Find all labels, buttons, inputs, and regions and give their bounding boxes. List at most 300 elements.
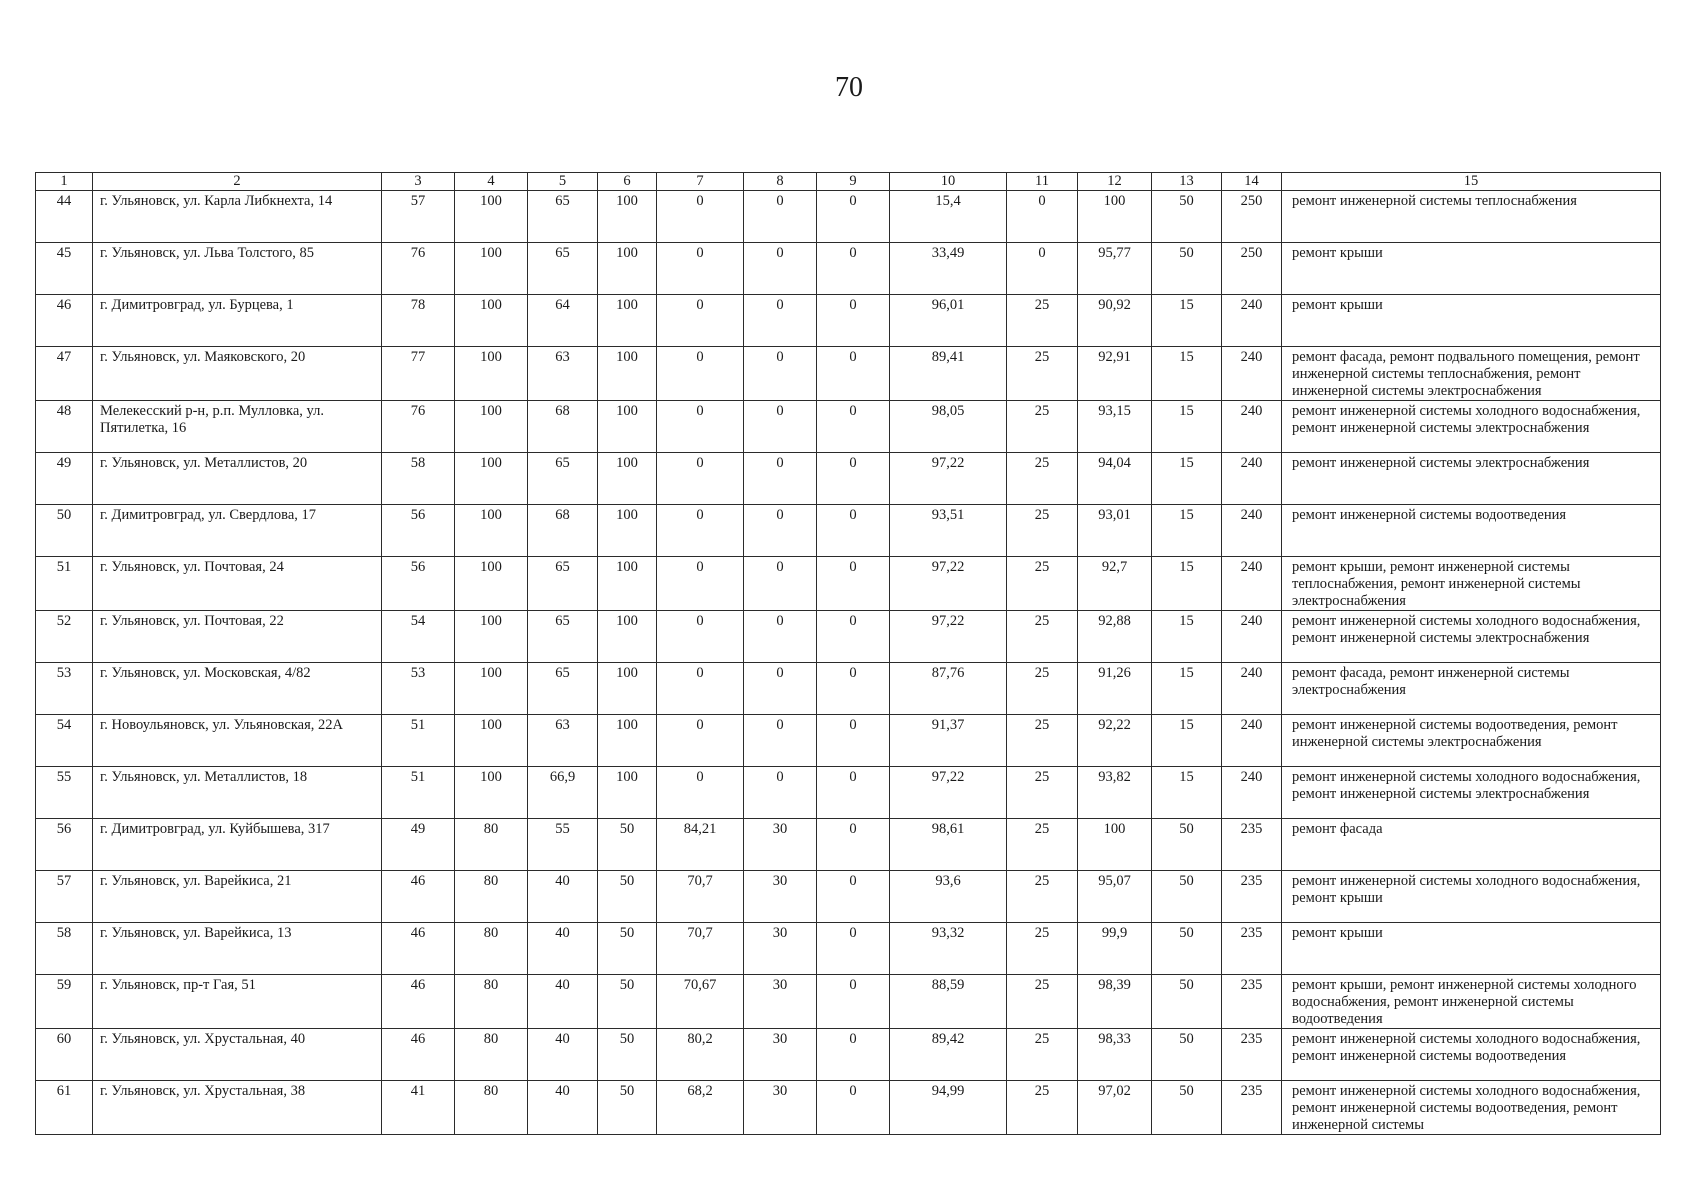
cell-col-10: 97,22 [890, 557, 1007, 611]
cell-col-9: 0 [817, 1081, 890, 1135]
cell-col-13: 15 [1152, 295, 1222, 347]
cell-col-9: 0 [817, 243, 890, 295]
cell-col-5: 40 [528, 923, 598, 975]
cell-col-7: 70,7 [657, 871, 744, 923]
col-header-5: 5 [528, 173, 598, 191]
cell-col-13: 15 [1152, 347, 1222, 401]
cell-address: г. Ульяновск, пр-т Гая, 51 [93, 975, 382, 1029]
col-header-3: 3 [382, 173, 455, 191]
cell-col-7: 0 [657, 243, 744, 295]
cell-col-3: 46 [382, 923, 455, 975]
page-number: 70 [835, 72, 863, 103]
col-header-14: 14 [1222, 173, 1282, 191]
cell-col-3: 41 [382, 1081, 455, 1135]
col-header-2: 2 [93, 173, 382, 191]
table-row [36, 347, 1661, 401]
col-header-10: 10 [890, 173, 1007, 191]
cell-col-6: 100 [598, 611, 657, 663]
cell-col-12: 92,7 [1078, 557, 1152, 611]
cell-col-10: 97,22 [890, 453, 1007, 505]
cell-col-7: 80,2 [657, 1029, 744, 1081]
col-header-7: 7 [657, 173, 744, 191]
cell-col-5: 68 [528, 505, 598, 557]
col-header-8: 8 [744, 173, 817, 191]
cell-col-4: 80 [455, 819, 528, 871]
table-row [36, 819, 1661, 871]
cell-col-11: 25 [1007, 401, 1078, 453]
cell-col-6: 50 [598, 1029, 657, 1081]
cell-works-description: ремонт инженерной системы холодного водоснабжения, ремонт инженерной системы водоотведения [1282, 1029, 1661, 1081]
cell-col-13: 50 [1152, 191, 1222, 243]
cell-col-14: 240 [1222, 663, 1282, 715]
table-row [36, 923, 1661, 975]
cell-col-6: 50 [598, 975, 657, 1029]
cell-col-3: 57 [382, 191, 455, 243]
table-row [36, 715, 1661, 767]
cell-col-12: 91,26 [1078, 663, 1152, 715]
cell-works-description: ремонт крыши [1282, 295, 1661, 347]
cell-col-6: 100 [598, 663, 657, 715]
cell-col-14: 235 [1222, 1081, 1282, 1135]
cell-col-14: 240 [1222, 557, 1282, 611]
cell-col-7: 0 [657, 557, 744, 611]
cell-col-6: 100 [598, 453, 657, 505]
cell-col-12: 92,88 [1078, 611, 1152, 663]
table-row [36, 505, 1661, 557]
cell-col-11: 25 [1007, 347, 1078, 401]
cell-col-11: 25 [1007, 819, 1078, 871]
cell-col-9: 0 [817, 453, 890, 505]
cell-col-5: 40 [528, 1029, 598, 1081]
col-header-11: 11 [1007, 173, 1078, 191]
cell-col-12: 100 [1078, 819, 1152, 871]
cell-col-14: 235 [1222, 871, 1282, 923]
cell-col-3: 56 [382, 557, 455, 611]
cell-col-8: 0 [744, 243, 817, 295]
col-header-15: 15 [1282, 173, 1661, 191]
table-row [36, 975, 1661, 1029]
col-header-6: 6 [598, 173, 657, 191]
cell-col-8: 0 [744, 191, 817, 243]
cell-col-5: 65 [528, 611, 598, 663]
cell-col-8: 0 [744, 347, 817, 401]
cell-col-3: 77 [382, 347, 455, 401]
cell-col-14: 250 [1222, 191, 1282, 243]
cell-col-7: 0 [657, 295, 744, 347]
cell-col-12: 93,82 [1078, 767, 1152, 819]
cell-col-7: 0 [657, 611, 744, 663]
cell-col-8: 30 [744, 1029, 817, 1081]
cell-works-description: ремонт крыши, ремонт инженерной системы теплоснабжения, ремонт инженерной системы электроснабжения [1282, 557, 1661, 611]
cell-col-3: 56 [382, 505, 455, 557]
cell-address: г. Ульяновск, ул. Московская, 4/82 [93, 663, 382, 715]
cell-col-13: 50 [1152, 975, 1222, 1029]
cell-col-5: 40 [528, 871, 598, 923]
cell-address: г. Ульяновск, ул. Карла Либкнехта, 14 [93, 191, 382, 243]
cell-col-7: 0 [657, 401, 744, 453]
cell-address: г. Новоульяновск, ул. Ульяновская, 22А [93, 715, 382, 767]
cell-address: Мелекесский р-н, р.п. Мулловка, ул. Пятилетка, 16 [93, 401, 382, 453]
cell-address: г. Димитровград, ул. Свердлова, 17 [93, 505, 382, 557]
cell-col-11: 25 [1007, 715, 1078, 767]
cell-address: г. Ульяновск, ул. Варейкиса, 13 [93, 923, 382, 975]
cell-col-7: 84,21 [657, 819, 744, 871]
cell-col-9: 0 [817, 557, 890, 611]
cell-col-4: 100 [455, 401, 528, 453]
cell-row-number: 58 [36, 923, 93, 975]
cell-col-8: 30 [744, 975, 817, 1029]
col-header-1: 1 [36, 173, 93, 191]
cell-col-8: 0 [744, 611, 817, 663]
cell-col-4: 100 [455, 663, 528, 715]
cell-col-3: 58 [382, 453, 455, 505]
table-row [36, 871, 1661, 923]
cell-address: г. Ульяновск, ул. Металлистов, 20 [93, 453, 382, 505]
cell-col-12: 95,07 [1078, 871, 1152, 923]
cell-col-5: 65 [528, 191, 598, 243]
cell-works-description: ремонт инженерной системы теплоснабжения [1282, 191, 1661, 243]
cell-col-4: 80 [455, 1081, 528, 1135]
cell-col-8: 0 [744, 663, 817, 715]
cell-col-9: 0 [817, 347, 890, 401]
cell-col-11: 25 [1007, 663, 1078, 715]
cell-col-8: 0 [744, 505, 817, 557]
cell-col-11: 0 [1007, 243, 1078, 295]
cell-address: г. Ульяновск, ул. Льва Толстого, 85 [93, 243, 382, 295]
cell-col-12: 92,91 [1078, 347, 1152, 401]
cell-col-13: 15 [1152, 611, 1222, 663]
cell-col-13: 50 [1152, 1081, 1222, 1135]
cell-works-description: ремонт инженерной системы холодного водоснабжения, ремонт инженерной системы электроснабжения [1282, 611, 1661, 663]
cell-col-6: 50 [598, 819, 657, 871]
cell-col-12: 98,33 [1078, 1029, 1152, 1081]
cell-col-4: 100 [455, 243, 528, 295]
table-row [36, 243, 1661, 295]
cell-col-10: 33,49 [890, 243, 1007, 295]
cell-col-11: 25 [1007, 557, 1078, 611]
cell-col-9: 0 [817, 975, 890, 1029]
cell-works-description: ремонт фасада, ремонт инженерной системы электроснабжения [1282, 663, 1661, 715]
cell-row-number: 55 [36, 767, 93, 819]
cell-col-14: 250 [1222, 243, 1282, 295]
table-row [36, 557, 1661, 611]
cell-col-8: 0 [744, 715, 817, 767]
col-header-4: 4 [455, 173, 528, 191]
cell-row-number: 50 [36, 505, 93, 557]
cell-col-4: 100 [455, 715, 528, 767]
cell-col-13: 15 [1152, 663, 1222, 715]
table-body [36, 191, 1661, 1135]
cell-works-description: ремонт инженерной системы холодного водоснабжения, ремонт инженерной системы водоотведения, ремонт инженерной системы [1282, 1081, 1661, 1135]
cell-col-4: 80 [455, 923, 528, 975]
cell-row-number: 60 [36, 1029, 93, 1081]
cell-col-8: 0 [744, 295, 817, 347]
cell-col-12: 94,04 [1078, 453, 1152, 505]
cell-col-5: 63 [528, 347, 598, 401]
cell-works-description: ремонт инженерной системы электроснабжения [1282, 453, 1661, 505]
cell-col-7: 0 [657, 453, 744, 505]
table-row [36, 453, 1661, 505]
cell-col-10: 97,22 [890, 767, 1007, 819]
cell-col-10: 88,59 [890, 975, 1007, 1029]
cell-col-12: 90,92 [1078, 295, 1152, 347]
cell-row-number: 61 [36, 1081, 93, 1135]
cell-col-9: 0 [817, 819, 890, 871]
cell-col-7: 0 [657, 191, 744, 243]
cell-col-10: 97,22 [890, 611, 1007, 663]
cell-col-13: 50 [1152, 1029, 1222, 1081]
cell-row-number: 45 [36, 243, 93, 295]
cell-col-13: 50 [1152, 923, 1222, 975]
cell-works-description: ремонт инженерной системы водоотведения [1282, 505, 1661, 557]
cell-col-12: 100 [1078, 191, 1152, 243]
table-row [36, 767, 1661, 819]
cell-address: г. Ульяновск, ул. Почтовая, 24 [93, 557, 382, 611]
cell-col-7: 68,2 [657, 1081, 744, 1135]
cell-col-5: 63 [528, 715, 598, 767]
cell-col-3: 53 [382, 663, 455, 715]
cell-col-6: 100 [598, 715, 657, 767]
cell-col-8: 0 [744, 401, 817, 453]
cell-works-description: ремонт инженерной системы холодного водоснабжения, ремонт инженерной системы электроснабжения [1282, 767, 1661, 819]
cell-col-11: 25 [1007, 767, 1078, 819]
cell-col-9: 0 [817, 1029, 890, 1081]
cell-col-10: 93,51 [890, 505, 1007, 557]
cell-col-10: 15,4 [890, 191, 1007, 243]
table-row [36, 663, 1661, 715]
cell-col-5: 40 [528, 1081, 598, 1135]
cell-col-6: 50 [598, 1081, 657, 1135]
cell-col-8: 0 [744, 767, 817, 819]
cell-col-10: 91,37 [890, 715, 1007, 767]
cell-col-7: 70,7 [657, 923, 744, 975]
cell-col-4: 80 [455, 975, 528, 1029]
cell-works-description: ремонт инженерной системы холодного водоснабжения, ремонт крыши [1282, 871, 1661, 923]
cell-col-10: 96,01 [890, 295, 1007, 347]
cell-col-13: 50 [1152, 243, 1222, 295]
cell-col-14: 240 [1222, 505, 1282, 557]
cell-col-8: 30 [744, 1081, 817, 1135]
cell-row-number: 53 [36, 663, 93, 715]
cell-row-number: 46 [36, 295, 93, 347]
col-header-12: 12 [1078, 173, 1152, 191]
cell-col-6: 100 [598, 767, 657, 819]
cell-col-12: 93,15 [1078, 401, 1152, 453]
cell-col-14: 240 [1222, 767, 1282, 819]
cell-works-description: ремонт инженерной системы холодного водоснабжения, ремонт инженерной системы электроснабжения [1282, 401, 1661, 453]
cell-col-6: 100 [598, 401, 657, 453]
cell-col-11: 25 [1007, 295, 1078, 347]
cell-col-4: 80 [455, 1029, 528, 1081]
cell-col-13: 15 [1152, 767, 1222, 819]
cell-col-5: 65 [528, 557, 598, 611]
cell-col-5: 66,9 [528, 767, 598, 819]
cell-col-13: 15 [1152, 715, 1222, 767]
cell-col-7: 0 [657, 767, 744, 819]
cell-col-9: 0 [817, 871, 890, 923]
cell-row-number: 54 [36, 715, 93, 767]
cell-col-4: 100 [455, 505, 528, 557]
cell-col-9: 0 [817, 663, 890, 715]
cell-col-13: 15 [1152, 505, 1222, 557]
cell-col-7: 0 [657, 663, 744, 715]
cell-address: г. Ульяновск, ул. Варейкиса, 21 [93, 871, 382, 923]
cell-col-5: 64 [528, 295, 598, 347]
cell-col-4: 100 [455, 347, 528, 401]
cell-row-number: 52 [36, 611, 93, 663]
cell-col-14: 235 [1222, 1029, 1282, 1081]
cell-col-12: 98,39 [1078, 975, 1152, 1029]
cell-col-9: 0 [817, 611, 890, 663]
cell-col-10: 98,61 [890, 819, 1007, 871]
cell-col-4: 100 [455, 295, 528, 347]
cell-col-13: 15 [1152, 453, 1222, 505]
cell-col-14: 240 [1222, 715, 1282, 767]
cell-col-6: 100 [598, 243, 657, 295]
table-header [36, 173, 1661, 191]
cell-col-8: 30 [744, 871, 817, 923]
col-header-9: 9 [817, 173, 890, 191]
cell-col-13: 15 [1152, 401, 1222, 453]
cell-col-3: 76 [382, 243, 455, 295]
cell-col-9: 0 [817, 923, 890, 975]
cell-col-12: 93,01 [1078, 505, 1152, 557]
repair-table [35, 172, 1661, 1135]
cell-col-9: 0 [817, 401, 890, 453]
cell-row-number: 57 [36, 871, 93, 923]
cell-col-3: 46 [382, 975, 455, 1029]
cell-row-number: 44 [36, 191, 93, 243]
cell-col-5: 68 [528, 401, 598, 453]
cell-col-11: 25 [1007, 1029, 1078, 1081]
cell-col-13: 50 [1152, 871, 1222, 923]
cell-address: г. Ульяновск, ул. Маяковского, 20 [93, 347, 382, 401]
cell-works-description: ремонт инженерной системы водоотведения, ремонт инженерной системы электроснабжения [1282, 715, 1661, 767]
cell-col-11: 25 [1007, 871, 1078, 923]
cell-col-10: 87,76 [890, 663, 1007, 715]
cell-col-8: 0 [744, 557, 817, 611]
cell-col-10: 98,05 [890, 401, 1007, 453]
cell-col-12: 99,9 [1078, 923, 1152, 975]
cell-col-5: 65 [528, 453, 598, 505]
cell-col-14: 240 [1222, 295, 1282, 347]
cell-col-10: 89,41 [890, 347, 1007, 401]
cell-address: г. Димитровград, ул. Бурцева, 1 [93, 295, 382, 347]
cell-col-14: 235 [1222, 819, 1282, 871]
cell-col-7: 0 [657, 505, 744, 557]
cell-col-7: 70,67 [657, 975, 744, 1029]
cell-col-3: 54 [382, 611, 455, 663]
cell-col-10: 89,42 [890, 1029, 1007, 1081]
col-header-13: 13 [1152, 173, 1222, 191]
cell-col-14: 235 [1222, 923, 1282, 975]
cell-col-11: 25 [1007, 611, 1078, 663]
cell-works-description: ремонт крыши [1282, 923, 1661, 975]
table-row [36, 191, 1661, 243]
cell-col-11: 25 [1007, 453, 1078, 505]
cell-works-description: ремонт фасада, ремонт подвального помещения, ремонт инженерной системы теплоснабжения, ремонт инженерной системы электроснабжения [1282, 347, 1661, 401]
cell-col-7: 0 [657, 347, 744, 401]
cell-works-description: ремонт крыши [1282, 243, 1661, 295]
cell-col-3: 78 [382, 295, 455, 347]
cell-col-4: 80 [455, 871, 528, 923]
cell-col-11: 25 [1007, 923, 1078, 975]
cell-col-10: 94,99 [890, 1081, 1007, 1135]
cell-col-8: 0 [744, 453, 817, 505]
cell-col-3: 51 [382, 767, 455, 819]
table-row [36, 401, 1661, 453]
header-row [36, 173, 1661, 191]
table-row [36, 1029, 1661, 1081]
cell-works-description: ремонт крыши, ремонт инженерной системы холодного водоснабжения, ремонт инженерной системы водоотведения [1282, 975, 1661, 1029]
cell-col-9: 0 [817, 505, 890, 557]
cell-address: г. Ульяновск, ул. Почтовая, 22 [93, 611, 382, 663]
cell-col-4: 100 [455, 767, 528, 819]
cell-col-5: 40 [528, 975, 598, 1029]
cell-col-9: 0 [817, 715, 890, 767]
cell-col-4: 100 [455, 453, 528, 505]
cell-col-13: 50 [1152, 819, 1222, 871]
cell-col-5: 65 [528, 243, 598, 295]
cell-row-number: 47 [36, 347, 93, 401]
cell-col-8: 30 [744, 819, 817, 871]
cell-col-5: 55 [528, 819, 598, 871]
cell-col-9: 0 [817, 767, 890, 819]
cell-col-10: 93,6 [890, 871, 1007, 923]
cell-col-11: 25 [1007, 975, 1078, 1029]
cell-col-14: 240 [1222, 611, 1282, 663]
table-row [36, 1081, 1661, 1135]
cell-col-11: 25 [1007, 1081, 1078, 1135]
cell-col-3: 51 [382, 715, 455, 767]
cell-address: г. Ульяновск, ул. Хрустальная, 38 [93, 1081, 382, 1135]
cell-row-number: 56 [36, 819, 93, 871]
cell-col-4: 100 [455, 191, 528, 243]
cell-col-3: 46 [382, 871, 455, 923]
cell-col-3: 76 [382, 401, 455, 453]
cell-col-11: 25 [1007, 505, 1078, 557]
cell-col-7: 0 [657, 715, 744, 767]
table-row [36, 611, 1661, 663]
cell-col-9: 0 [817, 295, 890, 347]
cell-col-14: 235 [1222, 975, 1282, 1029]
cell-col-14: 240 [1222, 347, 1282, 401]
cell-row-number: 48 [36, 401, 93, 453]
cell-address: г. Димитровград, ул. Куйбышева, 317 [93, 819, 382, 871]
cell-col-4: 100 [455, 611, 528, 663]
cell-col-6: 100 [598, 505, 657, 557]
cell-col-5: 65 [528, 663, 598, 715]
cell-col-12: 95,77 [1078, 243, 1152, 295]
cell-col-3: 49 [382, 819, 455, 871]
cell-address: г. Ульяновск, ул. Металлистов, 18 [93, 767, 382, 819]
cell-address: г. Ульяновск, ул. Хрустальная, 40 [93, 1029, 382, 1081]
cell-col-4: 100 [455, 557, 528, 611]
cell-col-6: 100 [598, 191, 657, 243]
cell-col-6: 100 [598, 347, 657, 401]
cell-row-number: 49 [36, 453, 93, 505]
cell-col-6: 50 [598, 923, 657, 975]
cell-row-number: 51 [36, 557, 93, 611]
cell-works-description: ремонт фасада [1282, 819, 1661, 871]
cell-col-6: 100 [598, 295, 657, 347]
cell-col-13: 15 [1152, 557, 1222, 611]
cell-col-14: 240 [1222, 453, 1282, 505]
cell-col-12: 97,02 [1078, 1081, 1152, 1135]
cell-col-12: 92,22 [1078, 715, 1152, 767]
table-row [36, 295, 1661, 347]
cell-col-6: 100 [598, 557, 657, 611]
